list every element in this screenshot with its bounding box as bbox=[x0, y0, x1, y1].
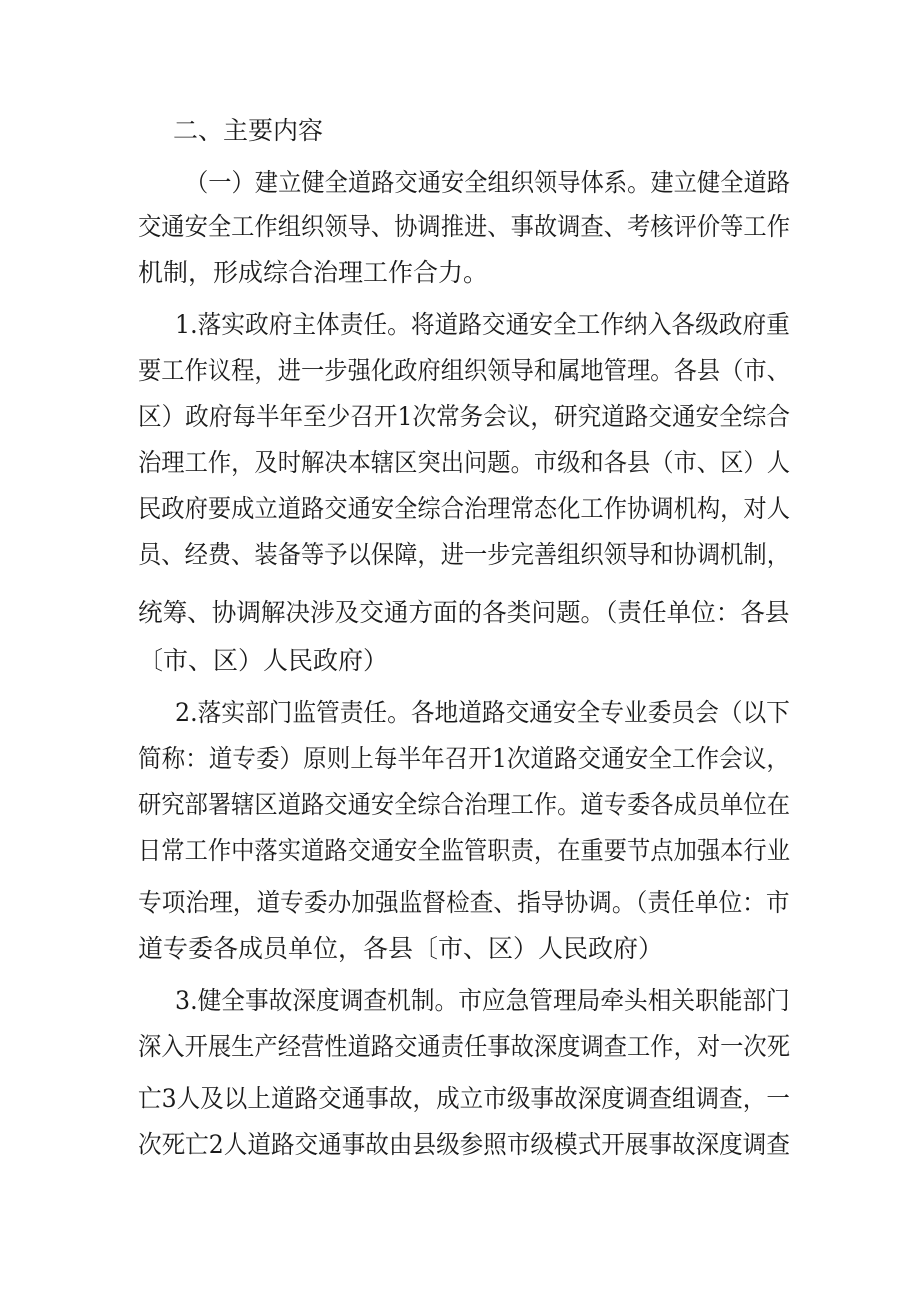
paragraph-line: 治理工作，及时解决本辖区突出问题。市级和各县（市、区）人 bbox=[138, 448, 791, 477]
paragraph-line: 道专委各成员单位，各县〔市、区）人民政府） bbox=[138, 934, 664, 963]
paragraph-line: 要工作议程，进一步强化政府组织领导和属地管理。各县（市、 bbox=[138, 356, 791, 385]
paragraph-line: 日常工作中落实道路交通安全监管职责，在重要节点加强本行业 bbox=[138, 836, 791, 865]
item-1-heading: 1.落实政府主体责任。将道路交通安全工作纳入各级政府重 bbox=[175, 310, 790, 339]
paragraph-line: 研究部署辖区道路交通安全综合治理工作。道专委各成员单位在 bbox=[138, 790, 791, 819]
paragraph-line: 交通安全工作组织领导、协调推进、事故调查、考核评价等工作 bbox=[138, 212, 791, 241]
paragraph-line: 员、经费、装备等予以保障，进一步完善组织领导和协调机制， bbox=[138, 540, 791, 569]
paragraph-line: 简称：道专委）原则上每半年召开1次道路交通安全工作会议， bbox=[138, 744, 790, 773]
paragraph-line: 次死亡2人道路交通事故由县级参照市级模式开展事故深度调查 bbox=[138, 1130, 790, 1159]
item-2-heading: 2.落实部门监管责任。各地道路交通安全专业委员会（以下 bbox=[175, 698, 790, 727]
paragraph-line: 区）政府每半年至少召开1次常务会议，研究道路交通安全综合 bbox=[138, 402, 790, 431]
paragraph-line: 专项治理，道专委办加强监督检查、指导协调。（责任单位：市 bbox=[138, 888, 790, 917]
subsection-heading: （一）建立健全道路交通安全组织领导体系。建立健全道路 bbox=[185, 168, 791, 197]
paragraph-line: 深入开展生产经营性道路交通责任事故深度调查工作，对一次死 bbox=[138, 1032, 791, 1061]
paragraph-line: 亡3人及以上道路交通事故，成立市级事故深度调查组调查，一 bbox=[138, 1084, 790, 1113]
item-3-heading: 3.健全事故深度调查机制。市应急管理局牵头相关职能部门 bbox=[175, 986, 790, 1015]
paragraph-line: 机制，形成综合治理工作合力。 bbox=[138, 258, 489, 287]
paragraph-line: 〔市、区）人民政府） bbox=[138, 646, 389, 675]
paragraph-line: 民政府要成立道路交通安全综合治理常态化工作协调机构，对人 bbox=[138, 494, 791, 523]
section-heading: 二、主要内容 bbox=[173, 116, 324, 145]
paragraph-line: 统筹、协调解决涉及交通方面的各类问题。（责任单位：各县 bbox=[138, 598, 790, 627]
